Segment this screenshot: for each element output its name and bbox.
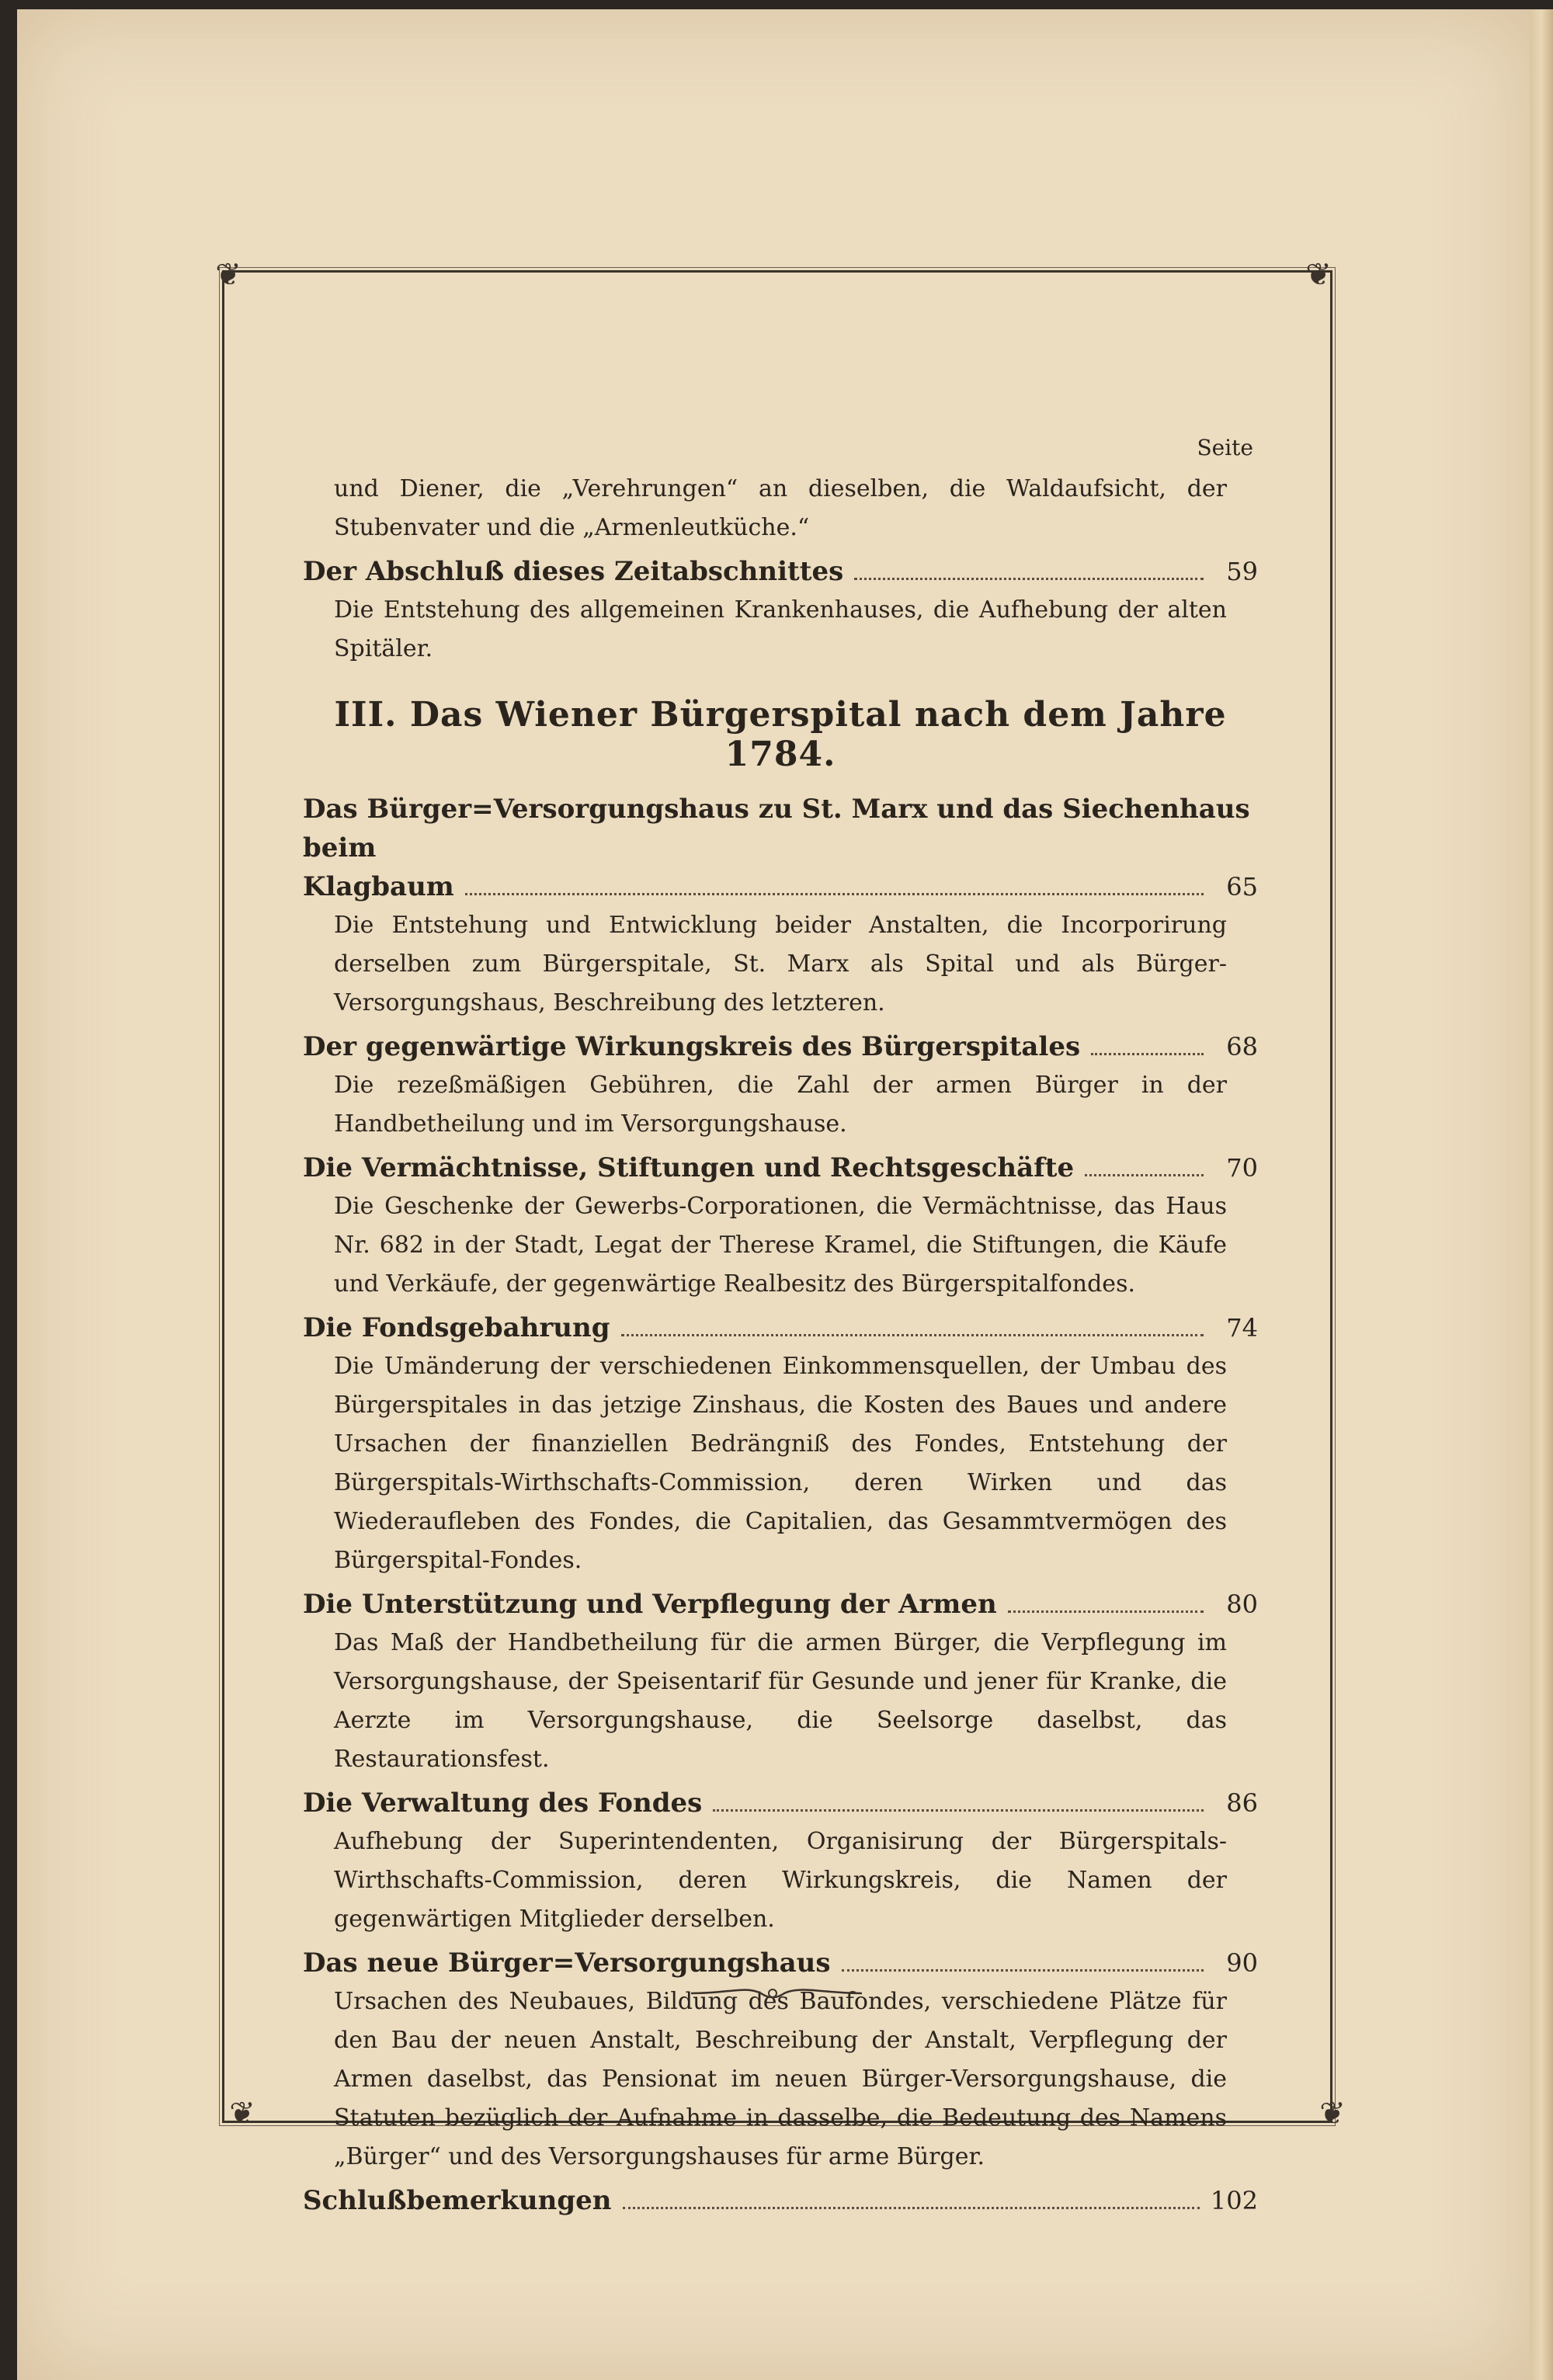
table-of-contents [303, 435, 1258, 2220]
toc-entry-unterstuetzung[interactable] [303, 1585, 1258, 1624]
dot-leader [713, 1809, 1204, 1812]
toc-entry-schluss[interactable] [303, 2181, 1258, 2220]
flourish-ornament-icon [683, 1982, 870, 2005]
entry-description: Die Umänderung der verschiedenen Einkommensquellen, der Umbau des Bürgerspitales in das jetzige Zinshaus, die Kosten des Baues und andere Ursachen der finanziellen Bedrängniß des Fondes, Entstehung der Bürgerspitals-Wirthschafts-Commission, deren Wirken und das Wiederaufleben des Fondes, die Capitalien, das Gesammtvermögen des Bürgerspital-Fondes. [334, 1353, 1227, 1574]
dot-leader [1085, 1174, 1204, 1176]
toc-entry-neues-haus[interactable] [303, 1944, 1258, 1982]
dot-leader [842, 1969, 1204, 1972]
entry-title: Schlußbemerkungen [303, 2185, 612, 2216]
page-number: 80 [1226, 1590, 1258, 1619]
toc-entry-abschluss[interactable] [303, 552, 1258, 591]
entry-description: Die Entstehung und Entwicklung beider Anstalten, die Incorporirung derselben zum Bürgerspitale, St. Marx als Spital und als Bürger-Versorgungshaus, Beschreibung des letzteren. [334, 912, 1227, 1016]
page-number: 59 [1226, 557, 1258, 586]
entry-title: Die Fondsgebahrung [303, 1312, 610, 1343]
entry-title: Der gegenwärtige Wirkungskreis des Bürgerspitales [303, 1031, 1081, 1062]
entry-title: Die Unterstützung und Verpflegung der Armen [303, 1589, 997, 1620]
entry-title: Der Abschluß dieses Zeitabschnittes [303, 556, 844, 587]
entry-description: Die Geschenke der Gewerbs-Corporationen, die Vermächtnisse, das Haus Nr. 682 in der Stadt, Legat der Therese Kramel, die Stiftungen, die Käufe und Verkäufe, der gegenwärtige Realbesitz des Bürgerspitalfondes. [334, 1193, 1227, 1298]
entry-title-line: Klagbaum [303, 871, 454, 902]
dot-leader [1091, 1053, 1204, 1055]
entry-description: Aufhebung der Superintendenten, Organisirung der Bürgerspitals-Wirthschafts-Commission, deren Wirkungskreis, die Namen der gegenwärtigen Mitglieder derselben. [334, 1828, 1227, 1933]
entry-description: Das Maß der Handbetheilung für die armen Bürger, die Verpflegung im Versorgungshause, der Speisentarif für Gesunde und jener für Kranke, die Aerzte im Versorgungshause, die Seelsorge daselbst, das Restaurationsfest. [334, 1629, 1227, 1773]
seite-label: Seite [1197, 435, 1253, 460]
page-number: 90 [1226, 1948, 1258, 1978]
corner-ornament-icon: ❦ [1319, 2096, 1346, 2132]
entry-description: Die rezeßmäßigen Gebühren, die Zahl der armen Bürger in der Handbetheilung und im Versorgungshause. [334, 1072, 1227, 1138]
toc-entry-wirkungskreis[interactable] [303, 1027, 1258, 1066]
corner-ornament-icon: ❦ [229, 2096, 255, 2132]
page-number: 68 [1226, 1032, 1258, 1061]
page-edge [1530, 9, 1553, 2380]
dot-leader [1008, 1610, 1204, 1613]
entry-title: Die Vermächtnisse, Stiftungen und Rechtsgeschäfte [303, 1152, 1075, 1183]
dot-leader [623, 2207, 1200, 2209]
entry-description: und Diener, die „Verehrungen“ an dieselben, die Waldaufsicht, der Stubenvater und die „Armenleutküche.“ [334, 475, 1227, 541]
toc-entry-verwaltung[interactable] [303, 1784, 1258, 1822]
dot-leader [465, 893, 1204, 895]
dot-leader [854, 578, 1204, 580]
entry-title: Die Verwaltung des Fondes [303, 1788, 703, 1819]
dot-leader [621, 1334, 1204, 1336]
page-number: 74 [1226, 1313, 1258, 1343]
corner-ornament-icon: ❦ [215, 257, 241, 293]
section-heading: III. Das Wiener Bürgerspital nach dem Jahre 1784. [334, 695, 1227, 774]
toc-entry-versorgungshaus[interactable] [303, 790, 1258, 906]
page-number: 102 [1210, 2186, 1258, 2215]
entry-title-line: Das Bürger=Versorgungshaus zu St. Marx und das Siechenhaus beim [303, 794, 1250, 863]
page-number: 86 [1226, 1788, 1258, 1818]
toc-entry-fondsgebahrung[interactable] [303, 1308, 1258, 1347]
page-number: 70 [1226, 1153, 1258, 1183]
entry-description: Ursachen des Neubaues, Bildung des Baufondes, verschiedene Plätze für den Bau der neuen Anstalt, Beschreibung der Anstalt, Verpflegung der Armen daselbst, das Pensionat im neuen Bürger-Versorgungshause, die Statuten bezüglich der Aufnahme in dasselbe, die Bedeutung des Namens „Bürger“ und des Versorgungshauses für arme Bürger. [334, 1988, 1227, 2170]
page-number: 65 [1226, 872, 1258, 902]
corner-ornament-icon: ❦ [1305, 257, 1332, 293]
entry-title: Das neue Bürger=Versorgungshaus [303, 1947, 831, 1979]
toc-entry-vermaechtnisse[interactable] [303, 1148, 1258, 1187]
entry-description: Die Entstehung des allgemeinen Krankenhauses, die Aufhebung der alten Spitäler. [334, 596, 1227, 662]
